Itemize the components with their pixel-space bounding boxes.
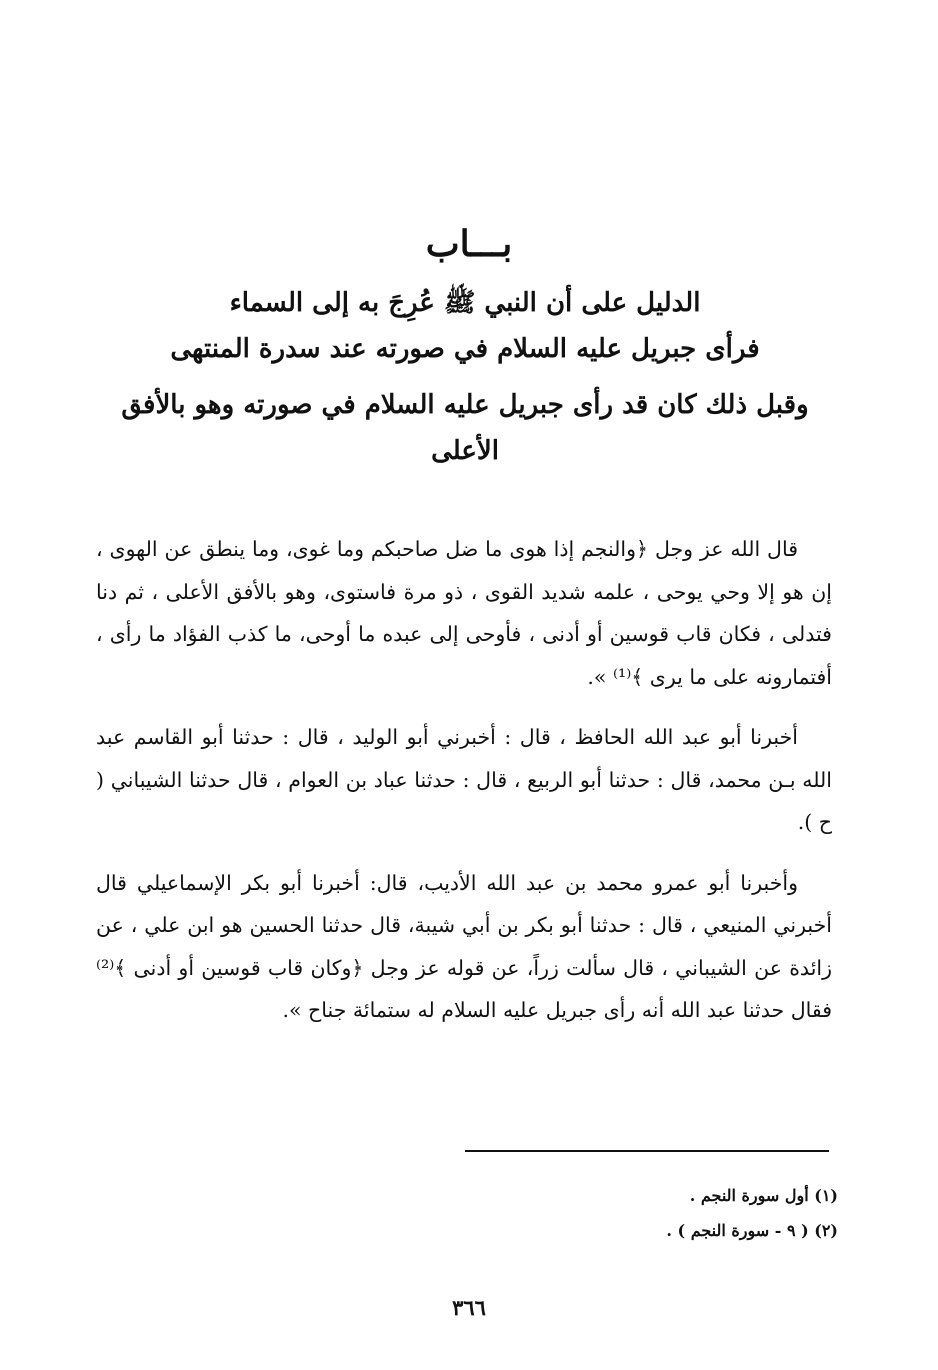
footnote-separator <box>465 1150 829 1152</box>
subheading: وقبل ذلك كان قد رأى جبريل عليه السلام في صورته وهو بالأفق الأعلى <box>121 390 809 466</box>
heading-line-2: فرأى جبريل عليه السلام في صورته عند سدرة المنتهى <box>170 334 760 364</box>
paragraph-isnad-2: وأخبرنا أبو عمرو محمد بن عبد الله الأديب، قال: أخبرنا أبو بكر الإسماعيلي قال أخبرني المنيعي ، قال : حدثنا أبو بكر بن أبي شيبة، قال حدثنا الحسين هو ابن علي ، عن زائدة عن الشيباني ، قال سألت زراً، عن قوله عز وجل ﴿وكان قاب قوسين أو أدنى ﴾⁽²⁾ فقال حدثنا عبد الله أنه رأى جبريل عليه السلام له ستمائة جناح ». <box>96 870 832 1022</box>
footnote-1: (١) أول سورة النجم . <box>689 1186 838 1205</box>
body-text <box>96 528 832 1050</box>
footnotes <box>100 1178 838 1248</box>
paragraph-quran-verse: قال الله عز وجل ﴿والنجم إذا هوى ما ضل صاحبكم وما غوى، وما ينطق عن الهوى ، إن هو إلا وحي يوحى ، علمه شديد القوى ، ذو مرة فاستوى، وهو بالأفق الأعلى ، ثم دنا فتدلى ، فكان قاب قوسين أو أدنى ، فأوحى إلى عبده ما أوحى، ما كذب الفؤاد ما رأى ، أفتمارونه على ما يرى ﴾⁽¹⁾ ». <box>96 537 832 689</box>
heading-line-1: الدليل على أن النبي ﷺ عُرِجَ به إلى السماء <box>229 288 701 318</box>
page-number: ٣٦٦ <box>452 1295 486 1320</box>
paragraph-isnad-1: أخبرنا أبو عبد الله الحافظ ، قال : أخبرني أبو الوليد ، قال : حدثنا أبو القاسم عبد الله بـن محمد، قال : حدثنا أبو الربيع ، قال : حدثنا عباد بن العوام ، قال حدثنا الشيباني ( ح ). <box>96 725 832 834</box>
chapter-title: بـــاب <box>425 223 513 265</box>
footnote-2: (٢) ( ٩ - سورة النجم ) . <box>666 1221 838 1240</box>
chapter-headings <box>100 280 830 474</box>
